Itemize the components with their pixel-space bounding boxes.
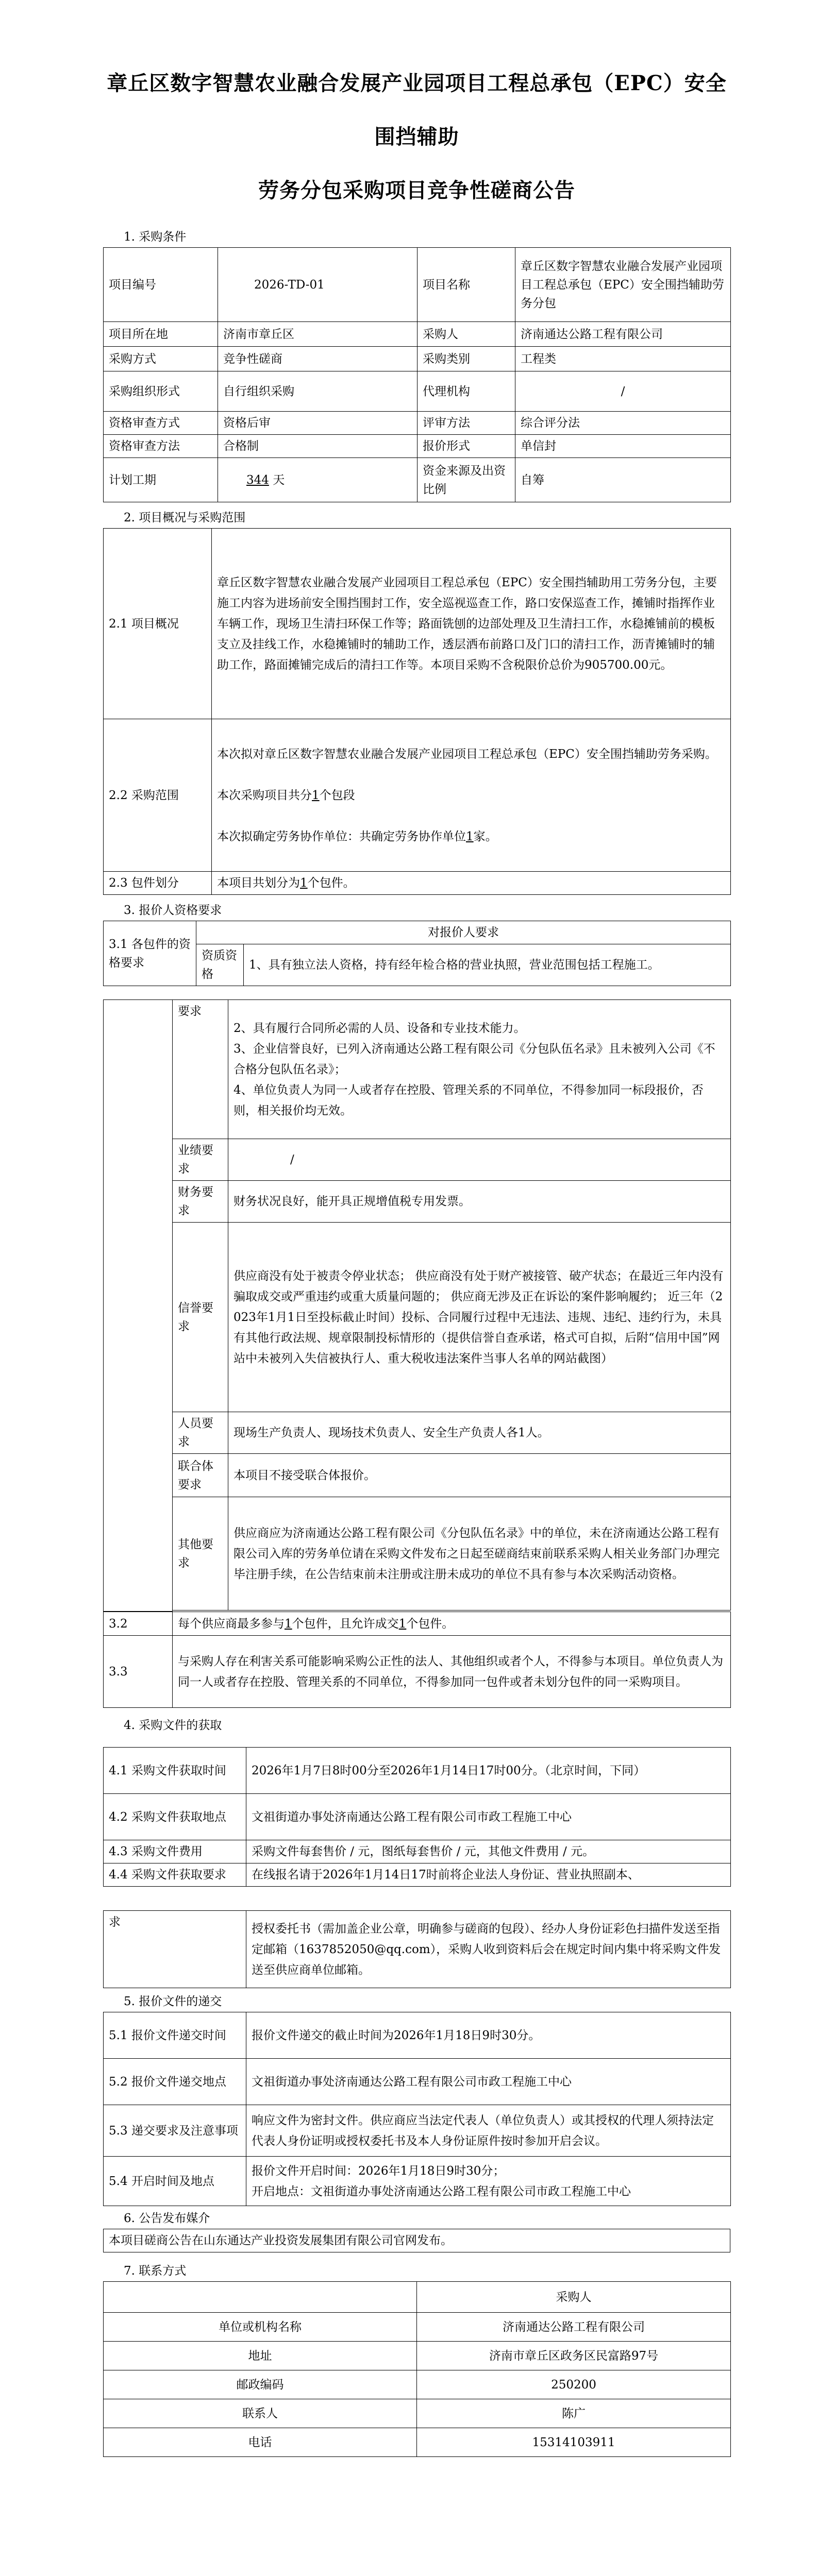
open-label: 5.4 开启时间及地点	[104, 2157, 246, 2206]
scope-paragraph-1: 本次拟对章丘区数字智慧农业融合发展产业园项目工程总承包（EPC）安全围挡辅助劳务采购。	[217, 747, 717, 761]
other: 供应商应为济南通达公路工程有限公司《分包队伍名录》中的单位，未在济南通达公路工程有限公司入库的劳务单位请在采购文件发布之日起至磋商结束前联系采购人相关业务部门办理完毕注册手续，在公告结束前未注册或注册未成功的单位不具有参与本次采购活动资格。	[228, 1497, 731, 1611]
r33-label: 3.3	[104, 1636, 173, 1708]
qualification-table-bottom	[103, 1612, 731, 1708]
method-label: 采购方式	[104, 347, 218, 371]
open-time: 报价文件开启时间：2026年1月18日9时30分；	[252, 2164, 505, 2178]
doc-time-label: 4.1 采购文件获取时间	[104, 1748, 246, 1794]
credit-label: 信誉要求	[173, 1223, 228, 1412]
doc-req-label: 4.4 采购文件获取要求	[104, 1863, 246, 1887]
contact-label: 联系人	[104, 2399, 417, 2428]
review-way-label: 资格审查方法	[104, 435, 218, 458]
agent: /	[515, 371, 731, 412]
documents-table	[103, 1747, 731, 1887]
req2-cell	[228, 1000, 731, 1139]
location: 济南市章丘区	[218, 322, 418, 347]
perf: /	[228, 1139, 731, 1181]
submission-table	[103, 2012, 731, 2206]
doc-fee-label: 4.3 采购文件费用	[104, 1840, 246, 1863]
doc-req-cont: 授权委托书（需加盖企业公章，明确参与磋商的包段）、经办人身份证彩色扫描件发送至指定邮箱（1637852050@qq.com），采购人收到资料后会在规定时间内集中将采购文件发送至供应商单位邮箱。	[246, 1911, 731, 1988]
req-label: 3.1 各包件的资格要求	[104, 921, 196, 986]
buyer: 济南通达公路工程有限公司	[515, 322, 731, 347]
location-label: 项目所在地	[104, 322, 218, 347]
org-form: 自行组织采购	[218, 371, 418, 412]
scope-lots-suffix: 个包段	[319, 788, 355, 802]
r32-count-1: 1	[285, 1617, 292, 1631]
r32-label: 3.2	[104, 1612, 173, 1636]
doc-time: 2026年1月7日8时00分至2026年1月14日17时00分。（北京时间，下同）	[246, 1748, 731, 1794]
title-line-2: 劳务分包采购项目竞争性磋商公告	[258, 178, 575, 202]
eval-method: 综合评分法	[515, 412, 731, 435]
r32-mid: 个包件，且允许成交	[292, 1617, 399, 1631]
lots-suffix: 个包件。	[307, 876, 355, 890]
contact: 陈广	[417, 2399, 731, 2428]
project-no-label: 项目编号	[104, 248, 218, 322]
title-line-1: 章丘区数字智慧农业融合发展产业园项目工程总承包（EPC）安全围挡辅助	[107, 71, 727, 149]
category: 工程类	[515, 347, 731, 371]
period-label: 计划工期	[104, 458, 218, 502]
joint: 本项目不接受联合体报价。	[228, 1454, 731, 1497]
project-overview-table	[103, 528, 731, 895]
notes-label: 5.3 递交要求及注意事项	[104, 2105, 246, 2157]
req2-paragraph-3: 4、单位负责人为同一人或者存在控股、管理关系的不同单位，不得参加同一标段报价，否则，相关报价均无效。	[233, 1083, 704, 1117]
project-name-label: 项目名称	[418, 248, 515, 322]
contact-table	[103, 2281, 731, 2457]
media-text: 本项目磋商公告在山东通达产业投资发展集团有限公司官网发布。	[104, 2229, 730, 2252]
doc-fee: 采购文件每套售价 / 元，图纸每套售价 / 元，其他文件费用 / 元。	[246, 1840, 731, 1863]
doc-req-line1: 在线报名请于2026年1月14日17时前将企业法人身份证、营业执照副本、	[246, 1863, 731, 1887]
scope-units-suffix: 家。	[473, 829, 497, 843]
staff: 现场生产负责人、现场技术负责人、安全生产负责人各1人。	[228, 1412, 731, 1454]
org-label: 单位或机构名称	[104, 2313, 417, 2342]
other-label: 其他要求	[173, 1497, 228, 1611]
contact-blank-header	[104, 2282, 417, 2313]
section-5-heading: 5. 报价文件的递交	[124, 1995, 222, 2008]
buyer-label: 采购人	[418, 322, 515, 347]
perf-label: 业绩要求	[173, 1139, 228, 1181]
scope-label: 2.2 采购范围	[104, 719, 212, 872]
page-title	[103, 0, 730, 217]
deadline-label: 5.1 报价文件递交时间	[104, 2012, 246, 2059]
review-method-label: 资格审查方式	[104, 412, 218, 435]
r32-prefix: 每个供应商最多参与	[178, 1617, 285, 1631]
fin-label: 财务要求	[173, 1181, 228, 1223]
agent-label: 代理机构	[418, 371, 515, 412]
quote-form: 单信封	[515, 435, 731, 458]
req-header: 对报价人要求	[196, 921, 731, 944]
joint-label: 联合体要求	[173, 1454, 228, 1497]
section-7-heading: 7. 联系方式	[124, 2264, 187, 2278]
scope-units-prefix: 本次拟确定劳务协作单位：共确定劳务协作单位	[217, 829, 466, 843]
section-1-heading: 1. 采购条件	[124, 230, 187, 244]
org: 济南通达公路工程有限公司	[417, 2313, 731, 2342]
doc-place: 文祖街道办事处济南通达公路工程有限公司市政工程施工中心	[246, 1794, 731, 1840]
method: 竞争性磋商	[218, 347, 418, 371]
media-table	[103, 2229, 730, 2252]
section-3-heading: 3. 报价人资格要求	[124, 904, 222, 917]
period-unit: 天	[273, 473, 285, 487]
qual-text: 1、具有独立法人资格，持有经年检合格的营业执照，营业范围包括工程施工。	[244, 944, 731, 986]
r33-text: 与采购人存在利害关系可能影响采购公正性的法人、其他组织或者个人，不得参与本项目。单位负责人为同一人或者存在控股、管理关系的不同单位，不得参加同一包件或者未划分包件的同一采购项目。	[173, 1636, 731, 1708]
addr: 济南市章丘区政务区民富路97号	[417, 2342, 731, 2370]
section-6-heading: 6. 公告发布媒介	[124, 2212, 210, 2225]
req2-paragraph-2: 3、企业信誉良好，已列入济南通达公路工程有限公司《分包队伍名录》且未被列入公司《不合格分包队伍名录》；	[233, 1042, 715, 1076]
contact-header: 采购人	[417, 2282, 731, 2313]
zip-label: 邮政编码	[104, 2370, 417, 2399]
section-4-heading: 4. 采购文件的获取	[124, 1719, 222, 1732]
submit-place-label: 5.2 报价文件递交地点	[104, 2059, 246, 2105]
period-value: 344	[246, 473, 269, 487]
lots-label: 2.3 包件划分	[104, 872, 212, 895]
overview-label: 2.1 项目概况	[104, 529, 212, 719]
lots-text	[212, 872, 731, 895]
fin: 财务状况良好，能开具正规增值税专用发票。	[228, 1181, 731, 1223]
doc-place-label: 4.2 采购文件获取地点	[104, 1794, 246, 1840]
qualification-table-top	[103, 921, 731, 986]
scope-cell	[212, 719, 731, 872]
project-name: 章丘区数字智慧农业融合发展产业园项目工程总承包（EPC）安全围挡辅助劳务分包	[515, 248, 731, 322]
submit-place: 文祖街道办事处济南通达公路工程有限公司市政工程施工中心	[246, 2059, 731, 2105]
scope-units-count: 1	[466, 829, 474, 843]
addr-label: 地址	[104, 2342, 417, 2370]
overview-text: 章丘区数字智慧农业融合发展产业园项目工程总承包（EPC）安全围挡辅助用工劳务分包，主要施工内容为进场前安全围挡围封工作，安全巡视巡查工作，路口安保巡查工作，摊铺时指挥作业车辆工作，现场卫生清扫环保工作等；路面铣刨的边部处理及卫生清扫工作，水稳摊铺前的模板支立及挂线工作，水稳摊铺时的辅助工作，透层洒布前路口及门口的清扫工作，沥青摊铺时的辅助工作，路面摊铺完成后的清扫工作等。本项目采购不含税限价总价为905700.00元。	[212, 529, 731, 719]
procurement-conditions-table	[103, 247, 731, 502]
qual-label: 资质资格	[196, 944, 244, 986]
fund: 自筹	[515, 458, 731, 502]
r32-text	[173, 1612, 731, 1636]
scope-lots-prefix: 本次采购项目共分	[217, 788, 312, 802]
doc-req-cont-label: 求	[104, 1911, 246, 1988]
scope-paragraph-2	[217, 785, 725, 806]
r32-count-2: 1	[398, 1617, 407, 1631]
section-2-heading: 2. 项目概况与采购范围	[124, 511, 246, 524]
lots-prefix: 本项目共划分为	[217, 876, 300, 890]
org-form-label: 采购组织形式	[104, 371, 218, 412]
open-place: 开启地点：文祖街道办事处济南通达公路工程有限公司市政工程施工中心	[252, 2184, 631, 2198]
qualification-table	[103, 999, 731, 1612]
deadline: 报价文件递交的截止时间为2026年1月18日9时30分。	[246, 2012, 731, 2059]
scope-lots-count: 1	[312, 788, 320, 802]
lots-count: 1	[300, 876, 308, 890]
r32-suffix: 个包件。	[406, 1617, 454, 1631]
open-cell	[246, 2157, 731, 2206]
zip: 250200	[417, 2370, 731, 2399]
staff-label: 人员要求	[173, 1412, 228, 1454]
notes: 响应文件为密封文件。供应商应当法定代表人（单位负责人）或其授权的代理人须持法定代表人身份证明或授权委托书及本人身份证原件按时参加开启会议。	[246, 2105, 731, 2157]
quote-form-label: 报价形式	[418, 435, 515, 458]
phone: 15314103911	[417, 2428, 731, 2457]
review-way: 合格制	[218, 435, 418, 458]
fund-label: 资金来源及出资比例	[418, 458, 515, 502]
eval-method-label: 评审方法	[418, 412, 515, 435]
category-label: 采购类别	[418, 347, 515, 371]
period	[218, 458, 418, 502]
scope-paragraph-3	[217, 826, 725, 847]
req2-paragraph-1: 2、具有履行合同所必需的人员、设备和专业技术能力。	[233, 1021, 526, 1035]
documents-table-cont	[103, 1910, 731, 1988]
credit: 供应商没有处于被责令停业状态； 供应商没有处于财产被接管、破产状态；在最近三年内没有骗取成交或严重违约或重大质量问题的； 供应商无涉及正在诉讼的案件影响履约； 近三年（2023年1月1日至投标截止时间）投标、合同履行过程中无违法、违规、违纪、违约行为，未具有其他行政法规、规章限制投标情形的（提供信誉自查承诺，格式可自拟，后附“信用中国”网站中未被列入失信被执行人、重大税收违法案件当事人名单的网站截图）	[228, 1223, 731, 1412]
review-method: 资格后审	[218, 412, 418, 435]
qual-blank-col	[104, 1000, 173, 1612]
phone-label: 电话	[104, 2428, 417, 2457]
req2-label: 要求	[173, 1000, 228, 1139]
project-no: 2026-TD-01	[218, 248, 418, 322]
